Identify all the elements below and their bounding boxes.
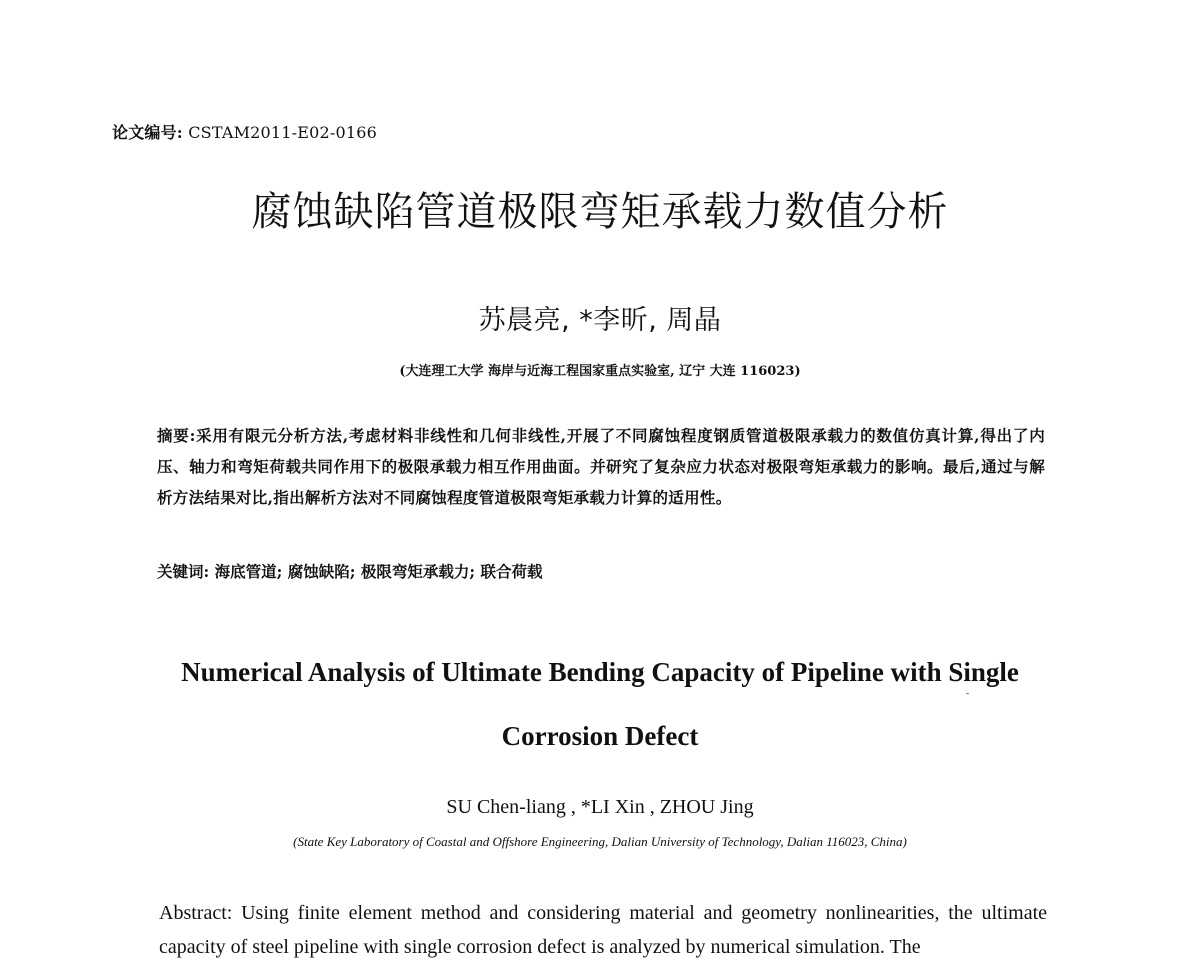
english-title-line-2: Corrosion Defect: [501, 721, 699, 751]
chinese-title: 腐蚀缺陷管道极限弯矩承载力数值分析: [251, 189, 949, 235]
chinese-abstract: [157, 420, 1045, 513]
chinese-keywords-label: 关键词:: [157, 562, 210, 581]
english-title: [0, 640, 1200, 768]
english-abstract-label: Abstract:: [159, 902, 233, 924]
english-authors: SU Chen-liang , *LI Xin , ZHOU Jing: [446, 796, 754, 818]
chinese-affiliation: (大连理工大学 海岸与近海工程国家重点实验室, 辽宁 大连 116023): [399, 364, 801, 379]
english-title-line-1: Numerical Analysis of Ultimate Bending Capacity of Pipeline with Single: [181, 657, 1019, 687]
chinese-keywords: [157, 560, 1045, 582]
english-abstract-text: Using finite element method and considering material and geometry nonlinearities, the ultimate capacity of steel pipeline with single corrosion defect is analyzed by numerical simulation. The: [159, 902, 1048, 958]
english-affiliation: (State Key Laboratory of Coastal and Offshore Engineering, Dalian University of Technology, Dalian 116023, China): [293, 834, 907, 849]
chinese-keywords-text: 海底管道; 腐蚀缺陷; 极限弯矩承载力; 联合荷载: [214, 562, 543, 581]
scan-speck: [966, 693, 969, 694]
chinese-authors: 苏晨亮, *李昕, 周晶: [478, 305, 722, 336]
chinese-abstract-label: 摘要:: [157, 426, 196, 445]
paper-number-value: CSTAM2011-E02-0166: [188, 123, 378, 142]
paper-number: [112, 120, 377, 143]
chinese-abstract-text: 采用有限元分析方法,考虑材料非线性和几何非线性,开展了不同腐蚀程度钢质管道极限承载力的数值仿真计算,得出了内压、轴力和弯矩荷载共同作用下的极限承载力相互作用曲面。并研究了复杂应力状态对极限弯矩承载力的影响。最后,通过与解析方法结果对比,指出解析方法对不同腐蚀程度管道极限弯矩承载力计算的适用性。: [157, 426, 1045, 507]
paper-number-label: 论文编号:: [112, 123, 183, 142]
english-abstract: [159, 896, 1047, 964]
